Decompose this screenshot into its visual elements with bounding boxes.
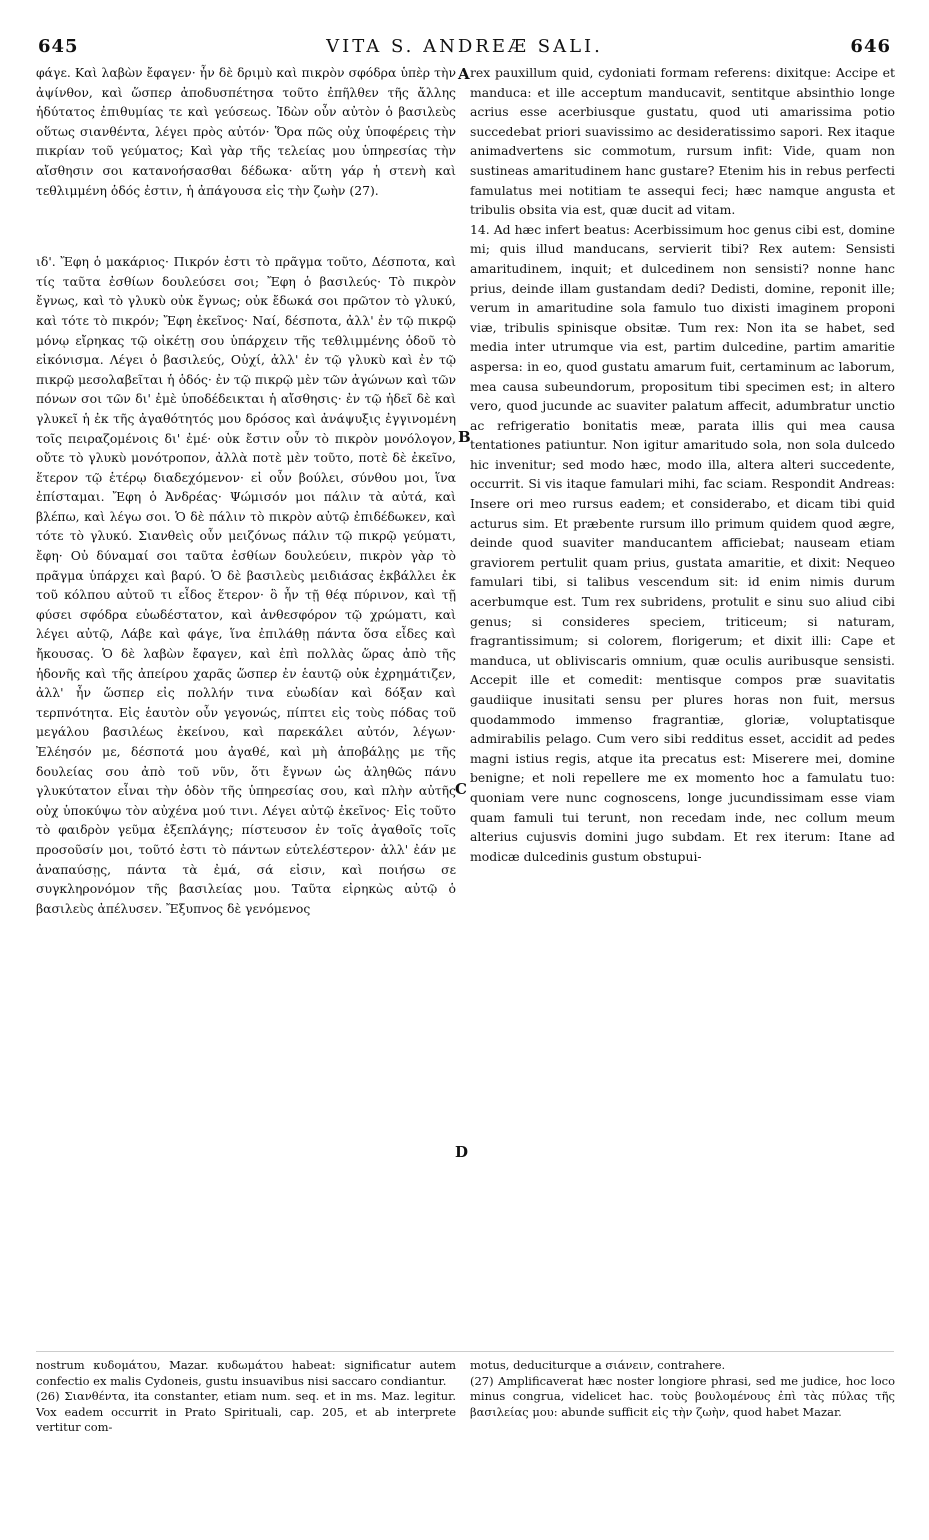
running-header	[38, 34, 891, 58]
greek-column	[36, 63, 456, 918]
margin-marker-a: A	[458, 65, 470, 83]
footnote-left-1: nostrum κυδομάτου, Mazar. κυδωμάτου habeat: significatur autem confectio ex malis Cydoneis, gustu insuavibus nisi saccaro condiantur.	[36, 1358, 456, 1388]
page-number-left: 645	[38, 35, 79, 57]
footnote-divider	[36, 1351, 894, 1352]
footnotes-left	[36, 1358, 456, 1436]
latin-paragraph-1: rex pauxillum quid, cydoniati formam referens: dixitque: Accipe et manduca: et ille acceptum manducavit, sentitque absinthio longe acrius esse acerbiusque gustatu, quod uti amarissima potio succedebat priori suavissimo ac desideratissimo sapori. Rex itaque animadvertens sic commotum, rursum infit: Vide, quam non sustineas amaritudinem hanc gustare? Etenim his in rebus perfecti famulatus mei notitiam te assequi feci; hæc namque angusta et tribulis obsita via est, quæ ducit ad vitam.	[470, 65, 895, 218]
page-number-right: 646	[850, 35, 891, 57]
margin-marker-c: C	[455, 780, 467, 798]
footnotes-right	[470, 1358, 895, 1420]
latin-column	[470, 63, 895, 866]
footnote-right-1: motus, deduciturque a σιάνειν, contrahere.	[470, 1358, 726, 1372]
margin-marker-b: B	[458, 428, 471, 446]
greek-paragraph-1: φάγε. Καὶ λαβὼν ἔφαγεν· ἦν δὲ δριμὺ καὶ πικρὸν σφόδρα ὑπὲρ τὴν ἀψίνθον, καὶ ὥσπερ ἀποδυσπέτησα τοῦτο ἐπῆλθεν τῆς ἄλλης ἡδύτατος ἐπιθυμίας τε καὶ γεύσεως. Ἰδὼν οὖν αὐτὸν ὁ βασιλεὺς οὕτως σιανθέντα, λέγει πρὸς αὐτόν· Ὅρα πῶς οὐχ ὑποφέρεις τὴν πικρίαν τοῦ γεύματος; Καὶ γὰρ τῆς τελείας μου ὑπηρεσίας τὴν αἴσθησιν σοι κατανοήσασθαι δέδωκα· αὕτη γάρ ἡ στενὴ καὶ τεθλιμμένη ὁδός ἐστιν, ἡ ἀπάγουσα εἰς τὴν ζωὴν (27).	[36, 65, 456, 198]
running-title: VITA S. ANDREÆ SALI.	[326, 35, 603, 57]
footnote-27: (27) Amplificaverat hæc noster longiore phrasi, sed me judice, hoc loco minus congrua, videlicet hac. τοὺς βουλομένους ἐπὶ τὰς πύλας τῆς βασιλείας μου: abunde sufficit εἰς τὴν ζωὴν, quod habet Mazar.	[470, 1373, 895, 1419]
latin-paragraph-2: 14. Ad hæc infert beatus: Acerbissimum hoc genus cibi est, domine mi; quis illud manducans, servierit tibi? Rex autem: Sensisti amaritudinem, inquit; et dulcedinem non sensisti? nonne hanc prius, deinde illam gustandam dedi? Dedisti, domine, reponit ille; verum in amaritudine sola famulo tuo dixisti imaginem proponi viæ, tribulis spinisque obsitæ. Tum rex: Non ita se habet, sed media inter utrumque via est, partim dulcedine, partim amaritie aspersa: in eo, quod gustatu amarum fuit, certaminum ac laborum, mea causa subeundorum, propositum tibi specimen est; in altero vero, quod jucunde ac suaviter palatum affecit, adumbratur unctio ac refrigeratio bonitatis meæ, parata illis qui mea causa tentationes patiuntur. Non igitur amaritudo sola, non sola dulcedo hic invenitur; sed modo hæc, modo illa, altera alteri succedente, occurrit. Si vis itaque famulari mihi, fac sciam. Respondit Andreas: Insere ori meo rursus eadem; et considerabo, et dicam tibi quid acturus sim. Et præbente rursum illo primum quidem quod ægre, deinde quod suaviter manducantem afficiebat; nauseam etiam graviorem pertulit quam prius, gustata amaritie, et dixit: Nequeo famulari tibi, si talibus vescendum sit: id enim nimis durum acerbumque est. Tum rex subridens, protulit e sinu suo aliud cibi genus; si consideres speciem, triticeum; si naturam, fragrantissimum; si colorem, florigerum; et dixit illi: Cape et manduca, ut obliviscaris omnium, quæ oculis auribusque sensisti. Accepit ille et comedit: mentisque compos præ suavitatis gaudiique inusitati sensu per plures horas non fuit, mersus quodammodo immenso fragrantiæ, gloriæ, voluptatisque admirabilis pelago. Cum vero sibi redditus esset, accidit ad pedes magni istius regis, atque ita precatus est: Miserere mei, domine benigne; et noli repellere me ex momento hoc a famulatu tuo: quoniam vere nunc cognoscens, longe jucundissimam esse viam quam famuli tui terunt, non recedam inde, nec collum meum alterius cujusvis domini jugo subdam. Et rex iterum: Itane ad modicæ dulcedinis gustum obstupui-	[470, 221, 895, 864]
footnote-26: (26) Σιανθέντα, ita constanter, etiam num. seq. et in ms. Maz. legitur. Vox eadem occurrit in Prato Spirituali, cap. 205, et ab interprete vertitur com-	[36, 1389, 456, 1434]
margin-marker-d: D	[455, 1143, 469, 1161]
greek-paragraph-2: ιδ'. Ἔφη ὁ μακάριος· Πικρόν ἐστι τὸ πρᾶγμα τοῦτο, Δέσποτα, καὶ τίς ταῦτα ἐσθίων δουλεύσει σοι; Ἔφη ὁ βασιλεύς· Τὸ πικρὸν ἔγνως, καὶ τὸ γλυκὺ οὐκ ἔγνως; οὐκ ἔδωκά σοι πρῶτον τὸ γλυκύ, καὶ τότε τὸ πικρόν; Ἔφη ἐκεῖνος· Ναί, δέσποτα, ἀλλ' ἐν τῷ πικρῷ μόνῳ εἴρηκας τῷ οἰκέτῃ σου ὑπάρχειν τῆς τεθλιμμένης ὁδοῦ τὸ εἰκόνισμα. Λέγει ὁ βασιλεύς, Οὐχί, ἀλλ' ἐν τῷ γλυκὺ καὶ ἐν τῷ πικρῷ μεσολαβεῖται ἡ ὁδός· ἐν τῷ πικρῷ μὲν τῶν ἀγώνων καὶ τῶν πόνων σοι τῶν δι' ἐμὲ ὑποδέδεικται ἡ αἴσθησις· ἐν τῷ ἡδεῖ δὲ καὶ γλυκεῖ ἡ ἐκ τῆς ἀγαθότητός μου δρόσος καὶ ἀνάψυξις ἐγγινομένη τοῖς πειραζομένοις δι' ἐμέ· οὐκ ἔστιν οὖν τὸ πικρὸν μονόλογον, οὔτε τὸ γλυκὺ μονότροπον, ἀλλὰ ποτὲ μὲν τοῦτο, ποτὲ δὲ ἐκεῖνο, ἕτερον τῷ ἑτέρῳ διαδεχόμενον· εἰ οὖν βούλει, σύνθου μοι, ἵνα ἐπίσταμαι. Ἔφη ὁ Ἀνδρέας· Ψώμισόν μοι πάλιν τὰ αὐτά, καὶ βλέπω, καὶ λέγω σοι. Ὁ δὲ πάλιν τὸ πικρὸν αὐτῷ ἐπιδέδωκεν, καὶ τότε τὸ γλυκύ. Σιανθεὶς οὖν μειζόνως πάλιν τῷ πικρῷ γεύματι, ἔφη· Οὐ δύναμαί σοι ταῦτα ἐσθίων δουλεύειν, πικρὸν γὰρ τὸ πρᾶγμα ὑπάρχει καὶ βαρύ. Ὁ δὲ βασιλεὺς μειδιάσας ἐκβάλλει ἐκ τοῦ κόλπου αὐτοῦ τι εἶδος ἕτερον· ὃ ἦν τῇ θέᾳ πύρινον, καὶ τῇ φύσει σφόδρα εὐωδέστατον, καὶ ἀνθεσφόρον τῷ χρώματι, καὶ λέγει αὐτῷ, Λάβε καὶ φάγε, ἵνα ἐπιλάθῃ πάντα ὅσα εἶδες καὶ ἤκουσας. Ὁ δὲ λαβὼν ἔφαγεν, καὶ ἐπὶ πολλὰς ὥρας ἀπὸ τῆς ἡδονῆς καὶ τῆς ἀπείρου χαρᾶς ὥσπερ ἐν ἑαυτῷ οὐκ ἐχρημάτιζεν, ἀλλ' ἦν ὥσπερ εἰς πολλήν τινα εὐωδίαν καὶ δόξαν καὶ τερπνότητα. Εἰς ἑαυτὸν οὖν γεγονώς, πίπτει εἰς τοὺς πόδας τοῦ μεγάλου βασιλέως ἐκείνου, καὶ παρεκάλει αὐτόν, λέγων· Ἐλέησόν με, δέσποτά μου ἀγαθέ, καὶ μὴ ἀποβάλῃς με τῆς δουλείας σου ἀπὸ τοῦ νῦν, ὅτι ἔγνων ὡς ἀληθῶς πάνυ γλυκύτατον εἶναι τὴν ὁδὸν τῆς ὑπηρεσίας σου, καὶ πλὴν αὐτῆς οὐχ ὑποκύψω τὸν αὐχένα μού τινι. Λέγει αὐτῷ ἐκεῖνος· Εἰς τοῦτο τὸ φαιδρὸν γεῦμα ἐξεπλάγης; πίστευσον ἐν τοῖς ἀγαθοῖς τοῖς προσοῦσίν μοι, τοῦτό ἐστι τὸ πάντων εὐτελέστερον· ἀλλ' ἐάν με ἀναπαύσῃς, πάντα τὰ ἐμά, σά εἰσιν, καὶ ποιήσω σε συγκληρονόμον τῆς βασιλείας μου. Ταῦτα εἰρηκὼς αὐτῷ ὁ βασιλεὺς ἀπέλυσεν. Ἔξυπνος δὲ γενόμενος	[36, 254, 456, 916]
